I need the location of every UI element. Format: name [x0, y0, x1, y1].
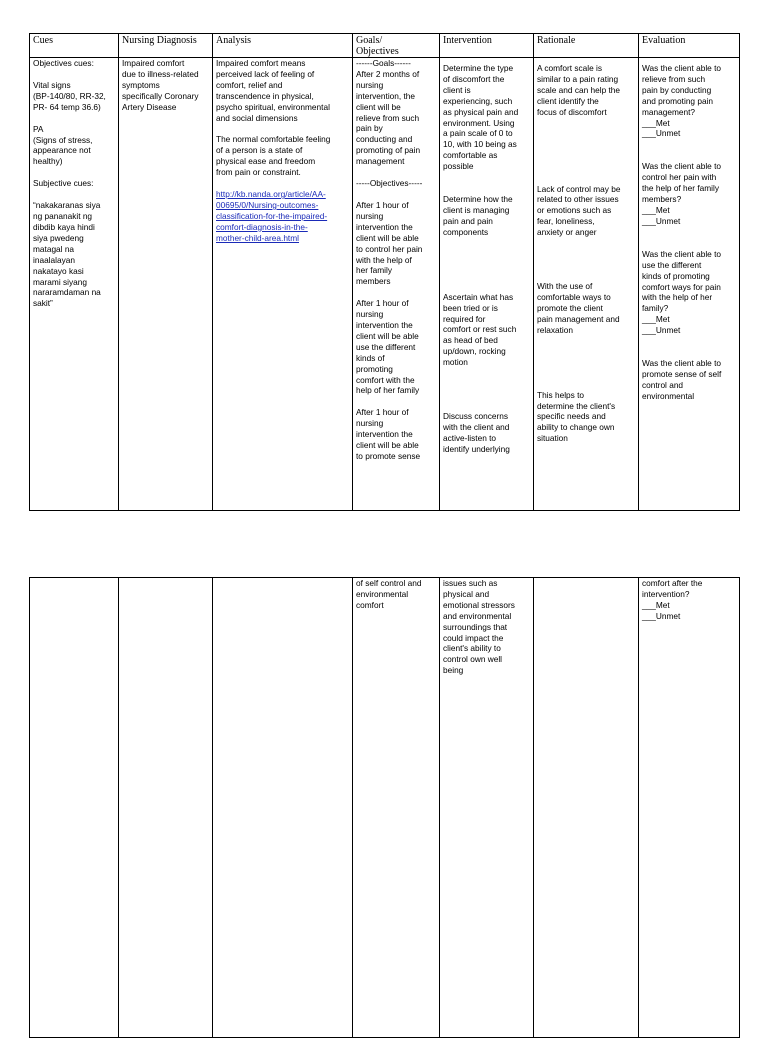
analysis-paragraph-2: The normal comfortable feeling of a person is a state of physical ease and freedom from pain or constraint.: [216, 134, 331, 178]
objective-2-text: After 1 hour of nursing intervention the client will be able use the different kinds of promoting comfort with the help of her family: [356, 298, 420, 396]
table-continuation-row: [30, 578, 740, 1038]
goal-1-text: After 2 months of nursing intervention, the client will be relieve from such pain by conducting and promoting of pain management: [356, 68, 421, 167]
rationale-2-text: Lack of control may be related to other issues or emotions such as fear, loneliness, anxiety or anger: [537, 183, 621, 238]
header-analysis: Analysis: [213, 34, 353, 58]
intervention-cell: [440, 58, 534, 511]
analysis-paragraph-1: Impaired comfort means perceived lack of feeling of comfort, relief and transcendence in physical, psycho spiritual, environmental and social dimensions: [216, 58, 330, 123]
rationale-cell: [534, 58, 639, 511]
intervention-2-text: Determine how the client is managing pain and pain components: [443, 194, 513, 237]
evaluation-2-text: Was the client able to control her pain with the help of her family members? ___Met ___Unmet: [642, 161, 722, 226]
goals-heading: ------Goals------: [356, 58, 411, 68]
intervention-3-text: Ascertain what has been tried or is required for comfort or rest such as head of bed up/down, rocking motion: [443, 291, 517, 368]
evaluation-cell: [639, 58, 740, 511]
nursing-diagnosis-text: Impaired comfort due to illness-related symptoms specifically Coronary Artery Disease: [122, 58, 199, 112]
subjective-cues-heading: Subjective cues:: [33, 178, 94, 189]
table-header-row: [30, 34, 740, 58]
objective-3-text: After 1 hour of nursing intervention the client will be able to promote sense: [356, 407, 421, 461]
vital-signs-text: Vital signs (BP-140/80, RR-32, PR- 64 temp 36.6): [33, 79, 106, 112]
objective-3-text-continued: of self control and environmental comfort: [356, 578, 422, 610]
header-nursing-diagnosis: Nursing Diagnosis: [119, 34, 213, 58]
header-rationale: Rationale: [534, 34, 639, 58]
cues-cell: [30, 58, 119, 511]
objectives-heading: -----Objectives-----: [356, 178, 423, 189]
intervention-4-text: Discuss concerns with the client and active-listen to identify underlying: [443, 411, 510, 454]
evaluation-3-text: Was the client able to use the different kinds of promoting comfort ways for pain with the help of her family? ___Met ___Unmet: [642, 248, 722, 336]
intervention-1-text: Determine the type of discomfort the client is experiencing, such as physical pain and environment. Using a pain scale of 0 to 10, with 10 being as comfortable as possible: [443, 63, 519, 172]
rationale-cell-continued: [534, 578, 639, 1038]
table-body-row: [30, 58, 740, 511]
goals-objectives-cell-continued: [353, 578, 440, 1038]
objective-1-text: After 1 hour of nursing intervention the client will be able to control her pain with the help of her family members: [356, 199, 423, 287]
header-intervention: Intervention: [440, 34, 534, 58]
header-evaluation: Evaluation: [639, 34, 740, 58]
rationale-3-text: With the use of comfortable ways to promote the client pain management and relaxation: [537, 281, 620, 335]
evaluation-1-text: Was the client able to relieve from such pain by conducting and promoting pain management? ___Met ___Unmet: [642, 63, 722, 139]
evaluation-cell-continued: [639, 578, 740, 1038]
cues-cell-continued: [30, 578, 119, 1038]
header-cues: Cues: [30, 34, 119, 58]
care-plan-table-page-2: [29, 577, 740, 1038]
evaluation-4-text-continued: comfort after the intervention? ___Met ___Unmet: [642, 578, 703, 621]
care-plan-table-page-1: [29, 33, 740, 511]
objective-cues-heading: Objectives cues:: [33, 58, 94, 68]
subjective-quote-text: “nakakaranas siya ng pananakit ng dibdib kaya hindi siya pwedeng matagal na inaalalayan nakatayo kasi marami siyang nararamdaman na sakit”: [33, 200, 101, 309]
nursing-diagnosis-cell-continued: [119, 578, 213, 1038]
nursing-diagnosis-cell: [119, 58, 213, 511]
evaluation-4-text: Was the client able to promote sense of self control and environmental: [642, 358, 722, 401]
intervention-cell-continued: [440, 578, 534, 1038]
physical-assessment-text: PA (Signs of stress, appearance not healthy): [33, 123, 93, 167]
rationale-4-text: This helps to determine the client's specific needs and ability to change own situation: [537, 389, 616, 444]
analysis-cell: [213, 58, 353, 511]
goals-objectives-cell: [353, 58, 440, 511]
header-goals-objectives: [353, 34, 440, 58]
intervention-4-text-continued: issues such as physical and emotional stressors and environmental surroundings that could impact the client's ability to control own well being: [443, 578, 515, 676]
nanda-reference-link[interactable]: http://kb.nanda.org/article/AA- 00695/0/Nursing-outcomes- classification-for-the-impaired- comfort-diagnosis-in-the- mother-child-area.html: [216, 189, 328, 243]
analysis-cell-continued: [213, 578, 353, 1038]
header-goals-objectives-text: Goals/ Objectives: [356, 35, 399, 57]
rationale-1-text: A comfort scale is similar to a pain rating scale and can help the client identify the focus of discomfort: [537, 63, 621, 117]
